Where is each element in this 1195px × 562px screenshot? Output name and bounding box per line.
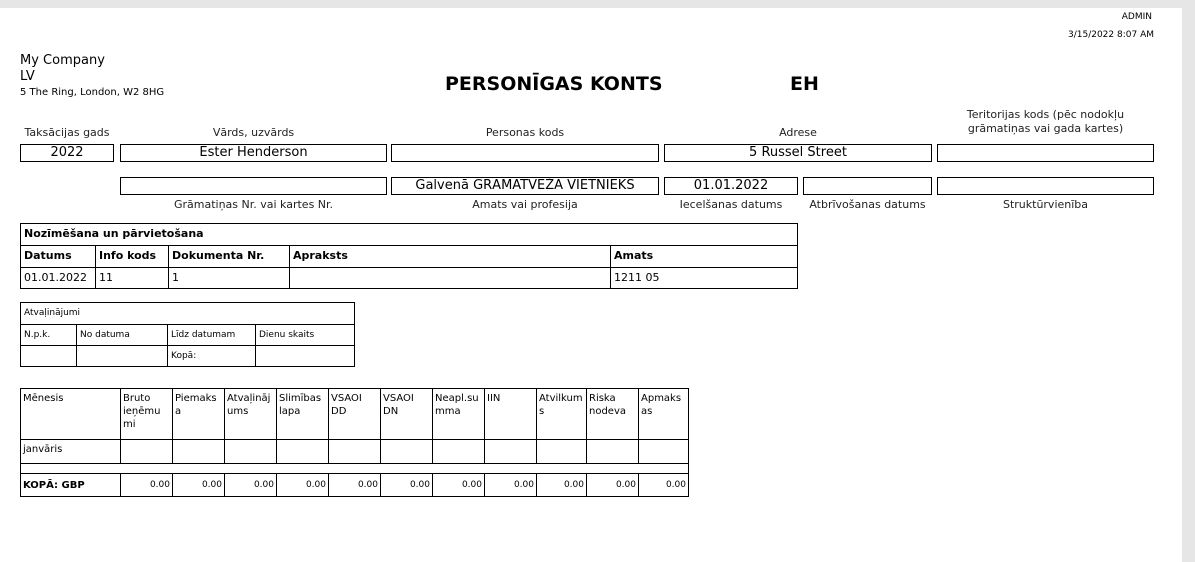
table-cell <box>77 346 168 367</box>
table-header: VSAOI DD <box>329 389 381 440</box>
total-cell: 0.00 <box>329 474 381 497</box>
personal-code-label: Personas kods <box>485 126 565 139</box>
table-header: Dokumenta Nr. <box>169 246 290 268</box>
leave-total-label: Kopā: <box>168 346 256 367</box>
release-date-field <box>803 177 932 195</box>
hire-date-label: Iecelšanas datums <box>679 198 783 211</box>
user-name: ADMIN <box>1121 12 1152 22</box>
table-header: Atvaļinājums <box>225 389 277 440</box>
table-header: Bruto ieņēmumi <box>121 389 173 440</box>
leave-table <box>20 302 355 367</box>
total-cell: 0.00 <box>639 474 689 497</box>
table-cell: 11 <box>96 268 169 289</box>
table-cell: 01.01.2022 <box>21 268 96 289</box>
position-field: Galvenā GRĀMATVEŽA VIETNIEKS <box>391 177 659 195</box>
name-label: Vārds, uzvārds <box>212 126 295 139</box>
table-cell <box>329 440 381 464</box>
territory-label: Teritorijas kods (pēc nodokļu grāmatiņas vai gada kartes) <box>966 108 1125 135</box>
appointment-table <box>20 223 798 289</box>
total-cell: 0.00 <box>433 474 485 497</box>
table-cell <box>537 440 587 464</box>
table-cell <box>639 440 689 464</box>
monthly-table <box>20 388 689 497</box>
table-header: Datums <box>21 246 96 268</box>
address-field: 5 Russel Street <box>664 144 932 162</box>
report-page <box>0 8 1182 562</box>
table-header: Info kods <box>96 246 169 268</box>
table-header: Mēnesis <box>21 389 121 440</box>
table-cell <box>290 268 611 289</box>
company-name: My Company <box>20 53 105 68</box>
page-title: PERSONĪGAS KONTS <box>445 73 663 95</box>
name-field: Ester Henderson <box>120 144 387 162</box>
table-header: Piemaksa <box>173 389 225 440</box>
total-cell: 0.00 <box>173 474 225 497</box>
table-cell <box>381 440 433 464</box>
company-country: LV <box>20 69 35 84</box>
book-no-label: Grāmatiņas Nr. vai kartes Nr. <box>173 198 334 211</box>
table-cell <box>225 440 277 464</box>
table-header: Atvilkums <box>537 389 587 440</box>
company-address: 5 The Ring, London, W2 8HG <box>20 87 165 98</box>
table-header: Apmaksas <box>639 389 689 440</box>
total-cell: 0.00 <box>381 474 433 497</box>
total-cell: 0.00 <box>277 474 329 497</box>
release-date-label: Atbrīvošanas datums <box>809 198 926 211</box>
table-header: Slimības lapa <box>277 389 329 440</box>
table-cell <box>21 346 77 367</box>
hire-date-field: 01.01.2022 <box>664 177 798 195</box>
table-header: N.p.k. <box>21 325 77 346</box>
tax-year-label: Taksācijas gads <box>24 126 110 139</box>
table-header: IIN <box>485 389 537 440</box>
total-cell: 0.00 <box>485 474 537 497</box>
territory-field <box>937 144 1154 162</box>
table-header: Apraksts <box>290 246 611 268</box>
appointment-title: Nozīmēšana un pārvietošana <box>21 224 798 246</box>
month-cell: janvāris <box>21 440 121 464</box>
unit-label: Struktūrvienība <box>1002 198 1089 211</box>
table-cell <box>256 346 355 367</box>
total-cell: 0.00 <box>587 474 639 497</box>
total-cell: 0.00 <box>225 474 277 497</box>
total-label: KOPĀ: GBP <box>21 474 121 497</box>
table-header: VSAOI DN <box>381 389 433 440</box>
personal-code-field <box>391 144 659 162</box>
table-cell: 1211 05 <box>611 268 798 289</box>
table-cell <box>173 440 225 464</box>
spacer-row <box>21 464 689 474</box>
table-header: Neapl.summa <box>433 389 485 440</box>
unit-field <box>937 177 1154 195</box>
table-header: No datuma <box>77 325 168 346</box>
tax-year-field: 2022 <box>20 144 114 162</box>
report-datetime: 3/15/2022 8:07 AM <box>1067 30 1154 40</box>
table-cell <box>277 440 329 464</box>
table-cell <box>121 440 173 464</box>
address-label: Adrese <box>779 126 817 139</box>
table-cell: 1 <box>169 268 290 289</box>
employee-initials: EH <box>790 73 819 95</box>
table-header: Riska nodeva <box>587 389 639 440</box>
table-header: Līdz datumam <box>168 325 256 346</box>
table-cell <box>433 440 485 464</box>
table-cell <box>485 440 537 464</box>
book-no-field <box>120 177 387 195</box>
total-cell: 0.00 <box>121 474 173 497</box>
table-cell <box>587 440 639 464</box>
total-cell: 0.00 <box>537 474 587 497</box>
table-header: Amats <box>611 246 798 268</box>
table-header: Dienu skaits <box>256 325 355 346</box>
leave-title: Atvaļinājumi <box>21 303 355 325</box>
position-label: Amats vai profesija <box>472 198 578 211</box>
